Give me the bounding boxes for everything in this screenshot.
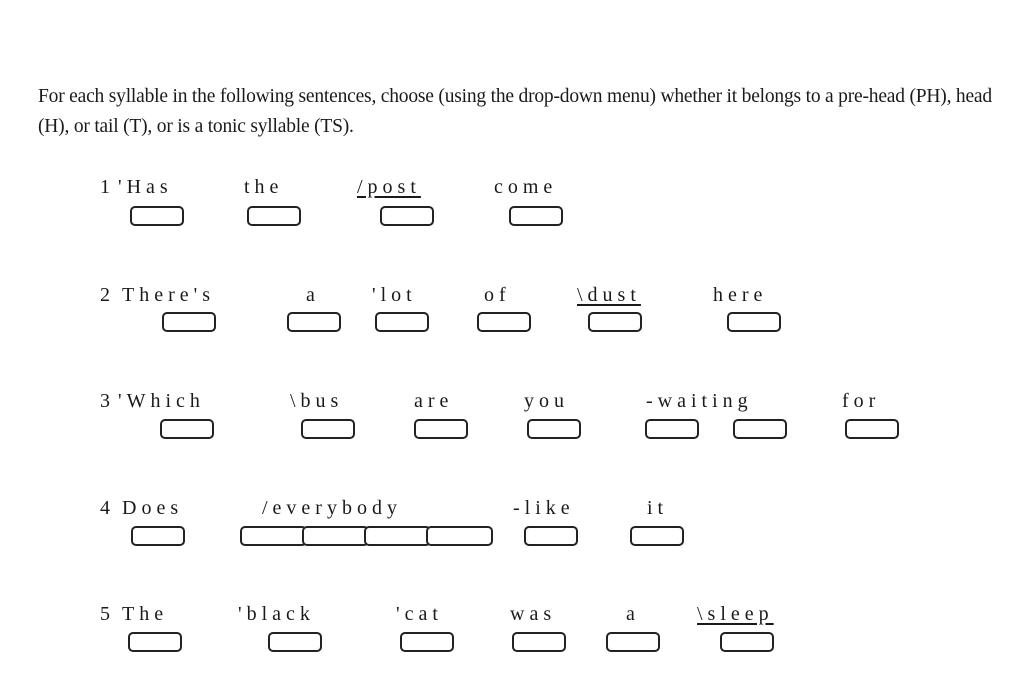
- syllable-dropdown[interactable]: [720, 632, 774, 652]
- syllable-dropdown[interactable]: [268, 632, 322, 652]
- syllable-dropdown[interactable]: [240, 526, 307, 546]
- syllable-word: the: [244, 176, 284, 198]
- syllable-dropdown[interactable]: [426, 526, 493, 546]
- syllable-dropdown[interactable]: [512, 632, 566, 652]
- syllable-word: are: [414, 390, 454, 412]
- syllable-word: you: [524, 390, 569, 412]
- syllable-dropdown[interactable]: [630, 526, 684, 546]
- syllable-dropdown[interactable]: [364, 526, 431, 546]
- instructions-text: For each syllable in the following sentences, choose (using the drop-down menu) whether it belongs to a pre-head (PH), head (H), or tail (T), or is a tonic syllable (TS).: [38, 86, 992, 137]
- sentence-number: 3: [100, 390, 114, 412]
- syllable-word: Does: [122, 497, 184, 519]
- syllable-dropdown[interactable]: [414, 419, 468, 439]
- syllable-dropdown[interactable]: [733, 419, 787, 439]
- syllable-word: -like: [513, 497, 575, 519]
- syllable-dropdown[interactable]: [400, 632, 454, 652]
- syllable-dropdown[interactable]: [160, 419, 214, 439]
- syllable-dropdown[interactable]: [477, 312, 531, 332]
- syllable-word: 'black: [238, 603, 315, 625]
- syllable-word: -waiting: [646, 390, 753, 412]
- syllable-word: The: [122, 603, 169, 625]
- syllable-word: \dust: [577, 284, 641, 306]
- syllable-dropdown[interactable]: [131, 526, 185, 546]
- syllable-dropdown[interactable]: [130, 206, 184, 226]
- syllable-word: 'Which: [118, 390, 205, 412]
- syllable-word: it: [647, 497, 669, 519]
- syllable-dropdown[interactable]: [162, 312, 216, 332]
- syllable-word: come: [494, 176, 558, 198]
- syllable-word: 'Has: [118, 176, 173, 198]
- syllable-word: a: [626, 603, 640, 625]
- syllable-word: \sleep: [697, 603, 774, 625]
- syllable-word: here: [713, 284, 768, 306]
- sentence-number: 1: [100, 176, 114, 198]
- syllable-dropdown[interactable]: [375, 312, 429, 332]
- syllable-dropdown[interactable]: [247, 206, 301, 226]
- syllable-dropdown[interactable]: [606, 632, 660, 652]
- syllable-dropdown[interactable]: [845, 419, 899, 439]
- syllable-dropdown[interactable]: [588, 312, 642, 332]
- syllable-word: 'cat: [396, 603, 443, 625]
- syllable-word: /post: [357, 176, 421, 198]
- syllable-dropdown[interactable]: [302, 526, 369, 546]
- syllable-word: for: [842, 390, 881, 412]
- syllable-word: /everybody: [262, 497, 402, 519]
- syllable-word: was: [510, 603, 557, 625]
- syllable-dropdown[interactable]: [380, 206, 434, 226]
- syllable-word: of: [484, 284, 511, 306]
- syllable-word: a: [306, 284, 320, 306]
- syllable-dropdown[interactable]: [524, 526, 578, 546]
- syllable-word: 'lot: [372, 284, 417, 306]
- syllable-dropdown[interactable]: [645, 419, 699, 439]
- sentence-number: 4: [100, 497, 114, 519]
- syllable-dropdown[interactable]: [287, 312, 341, 332]
- syllable-dropdown[interactable]: [527, 419, 581, 439]
- syllable-dropdown[interactable]: [301, 419, 355, 439]
- syllable-word: \bus: [290, 390, 344, 412]
- syllable-dropdown[interactable]: [509, 206, 563, 226]
- syllable-dropdown[interactable]: [128, 632, 182, 652]
- sentence-number: 2: [100, 284, 114, 306]
- syllable-word: There's: [122, 284, 216, 306]
- sentence-number: 5: [100, 603, 114, 625]
- syllable-dropdown[interactable]: [727, 312, 781, 332]
